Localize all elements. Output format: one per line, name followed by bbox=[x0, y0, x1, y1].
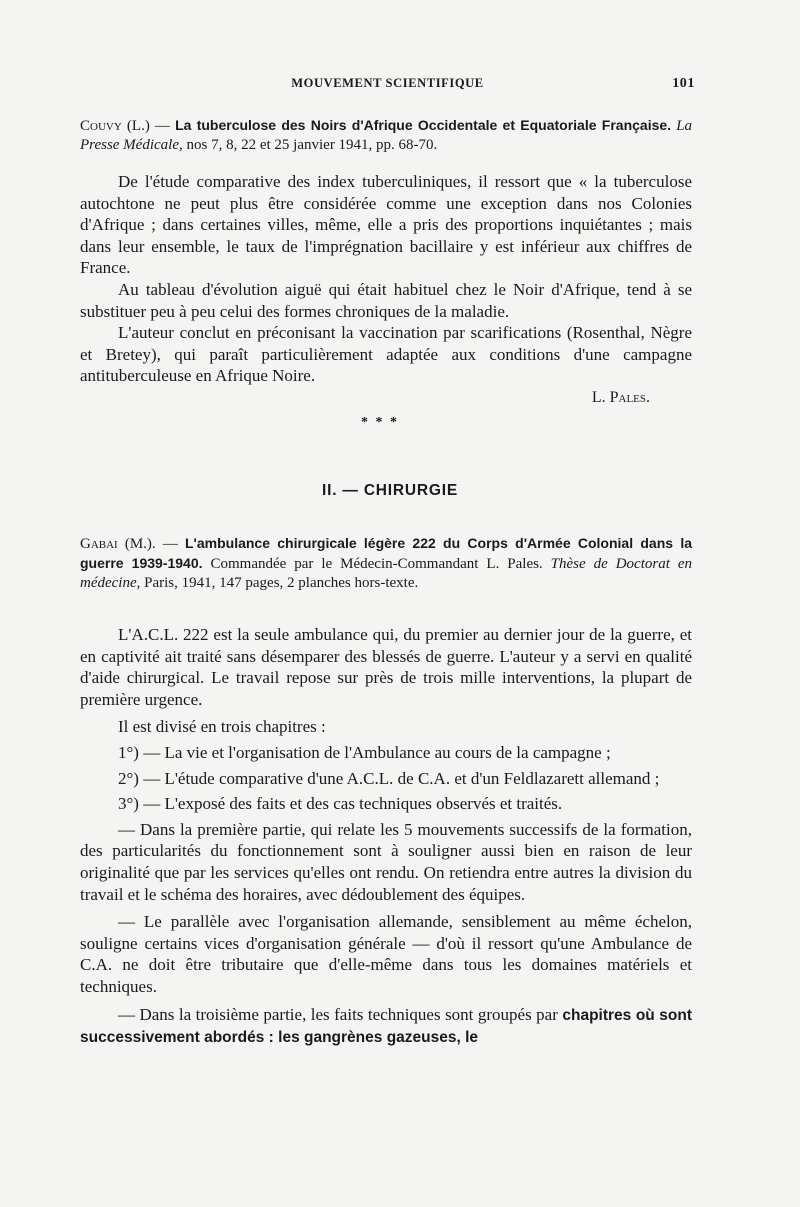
section-heading: II. — CHIRURGIE bbox=[321, 482, 458, 499]
article1-paragraph: L'auteur conclut en préconisant la vaccination par scarifications (Rosenthal, Nègre et Bretey), qui paraît particulièrement adaptée aux conditions d'une campagne antituberculeuse en Afrique Noire. bbox=[80, 323, 692, 386]
article2-note: Commandée par le Médecin-Commandant L. Pales. bbox=[210, 556, 543, 572]
article1-signature: L. Pales. bbox=[591, 388, 650, 406]
article2-dash: — bbox=[162, 536, 178, 552]
running-title: MOUVEMENT SCIENTIFIQUE bbox=[291, 76, 484, 90]
last-part-text: — Dans la troisième partie, les faits techniques sont groupés par bbox=[118, 1004, 558, 1024]
article2-part: — Dans la première partie, qui relate les 5 mouvements successifs de la formation, des particularités du fonctionnement sont à souligner aussi bien en raison de leur originalité que par les services qu'elles ont rendu. On retiendra entre autres la division du travail et le schéma des horaires, avec dédoublement des équipes. bbox=[80, 819, 692, 904]
article1-title: La tuberculose des Noirs d'Afrique Occidentale et Equatoriale Française. bbox=[175, 117, 672, 133]
article2-citation: Paris, 1941, 147 pages, 2 planches hors-texte. bbox=[144, 575, 419, 591]
article2-title: L'ambulance chirurgicale légère 222 du Corps d'Armée Colonial dans la guerre 1939-1940. bbox=[80, 535, 692, 571]
page-number: 101 bbox=[672, 76, 695, 91]
separator-text: * * * bbox=[361, 415, 399, 430]
article2-part: — Le parallèle avec l'organisation allemande, sensiblement au même échelon, souligne certains vices d'organisation générale — d'où il ressort qu'une Ambulance de C.A. ne doit être tributaire que d'elle-même dans tous les domaines matériels et techniques. bbox=[80, 912, 692, 996]
running-header bbox=[80, 76, 695, 96]
chapter-item: 3°) — L'exposé des faits et des cas techniques observés et traités. bbox=[118, 794, 563, 814]
article1-citation: nos 7, 8, 22 et 25 janvier 1941, pp. 68-70. bbox=[186, 137, 438, 153]
section-separator bbox=[360, 415, 400, 430]
article2-body bbox=[80, 624, 692, 1049]
article1-journal: La Presse Médicale, bbox=[80, 118, 693, 153]
article2-reference bbox=[80, 534, 692, 593]
article1-paragraph: Au tableau d'évolution aiguë qui était habituel chez le Noir d'Afrique, tend à se substituer peu à peu celui des formes chroniques de la maladie. bbox=[80, 279, 692, 321]
article2-last-part bbox=[80, 1004, 692, 1049]
article2-intro: L'A.C.L. 222 est la seule ambulance qui, du premier au dernier jour de la guerre, et en captivité ait traité sans désemparer des blessés de guerre. L'auteur y a servi en qualité d'aide chirurgical. Le travail repose sur près de trois mille interventions, la plupart de première urgence. bbox=[80, 625, 692, 709]
chapter-item: 2°) — L'étude comparative d'une A.C.L. de C.A. et d'un Feldlazarett allemand ; bbox=[118, 768, 660, 788]
article1-dash: — bbox=[154, 118, 170, 134]
article2-author: Gabai (M.). bbox=[80, 536, 156, 552]
article2-division: Il est divisé en trois chapitres : bbox=[118, 717, 326, 737]
article1-reference bbox=[80, 116, 692, 155]
article1-body bbox=[80, 171, 692, 409]
last-part-bold: chapitres où sont successivement abordés : les gangrènes gazeuses, le bbox=[80, 1006, 693, 1047]
article1-author: Couvy (L.) bbox=[80, 118, 150, 134]
article1-paragraph: De l'étude comparative des index tuberculiniques, il ressort que « la tuberculose autochtone ne peut plus être considérée comme une exception dans nos Colonies d'Afrique ; dans certaines villes, même, elle a pris des proportions inquiétantes ; mais dans leur ensemble, le taux de l'imprégnation bacillaire y est inférieur aux chiffres de France. bbox=[80, 172, 692, 278]
article2-thesis: Thèse de Doctorat en médecine, bbox=[80, 556, 693, 591]
chapter-item: 1°) — La vie et l'organisation de l'Ambulance au cours de la campagne ; bbox=[118, 742, 611, 762]
